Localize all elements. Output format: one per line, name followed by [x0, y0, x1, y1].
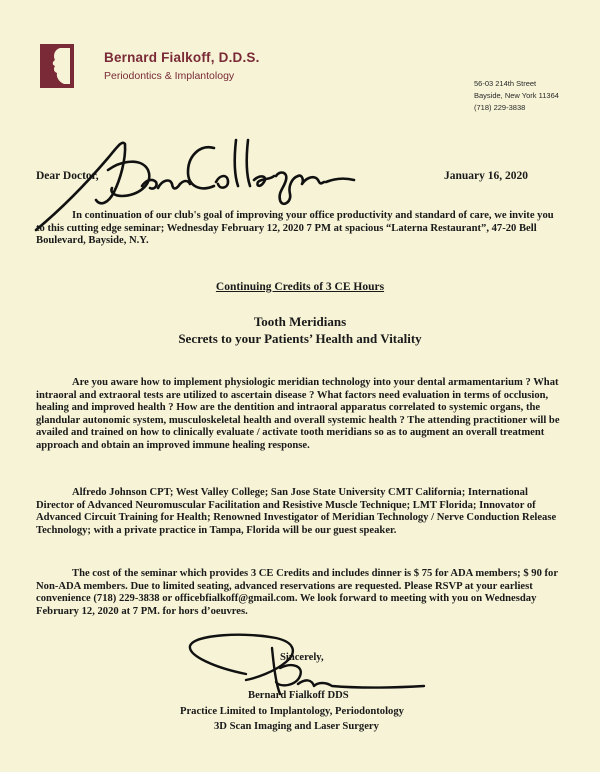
signer-title-line1: Practice Limited to Implantology, Periodontology [180, 706, 404, 717]
seminar-description-paragraph: Are you aware how to implement physiologic meridian technology into your dental armamentarium ? What intraoral and extraoral tests are utilized to ascertain disease ? What factors need evaluation in terms of occlusion, healing and improved health ? How are the dentition and intraoral apparatus correlated to systemic organs, the glandular autonomic system, musculoskeletal health and overall systemic health ? The attending practitioner will be availed and trained on how to clinically evaluate / activate tooth meridians so as to augment an overall treatment approach and obtain an improved immune healing response. [36, 377, 560, 451]
salutation: Dear Doctor, [36, 170, 99, 182]
practice-address [474, 78, 559, 114]
credits-heading: Continuing Credits of 3 CE Hours [215, 281, 385, 293]
speaker-paragraph: Alfredo Johnson CPT; West Valley College; San Jose State University CMT California; International Director of Advanced Neuromuscular Facilitation and Resistive Muscle Technique; LMT Florida; Innovator of Advanced Circuit Training for Health; Renowned Investigator of Meridian Technology / Nerve Conduction Release Technology; with a private practice in Tampa, Florida will be our guest speaker. [36, 487, 557, 536]
practice-name: Bernard Fialkoff, D.D.S. [104, 50, 260, 65]
seminar-subtitle: Secrets to your Patients’ Health and Vitality [178, 331, 422, 346]
seminar-title: Tooth Meridians [253, 314, 347, 329]
practice-logo-icon [40, 44, 74, 88]
cost-rsvp-paragraph: The cost of the seminar which provides 3 CE Credits and includes dinner is $ 75 for ADA members; $ 90 for Non-ADA members. Due to limited seating, advanced reservations are requested. Please RSVP at your earliest convenience (718) 229-3838 or officebfialkoff@gmail.com. We look forward to meeting with you on Wednesday February 12, 2020 at 7 PM. for hors d’oeuvres. [36, 568, 558, 617]
signer-title-line2: 3D Scan Imaging and Laser Surgery [214, 721, 379, 732]
letter-date: January 16, 2020 [444, 170, 529, 182]
intro-paragraph: In continuation of our club's goal of improving your office productivity and standard of care, we invite you to this cutting edge seminar; Wednesday February 12, 2020 7 PM at spacious “Laterna Restaurant”, 47-20 Bell Boulevard, Bayside, N.Y. [36, 210, 554, 247]
address-line2: Bayside, New York 11364 [474, 91, 559, 100]
practice-specialty: Periodontics & Implantology [104, 70, 235, 82]
address-line1: 56-03 214th Street [474, 79, 537, 88]
practice-phone: (718) 229-3838 [474, 103, 526, 112]
signer-name: Bernard Fialkoff DDS [248, 690, 349, 701]
closing: Sincerely, [280, 652, 324, 663]
